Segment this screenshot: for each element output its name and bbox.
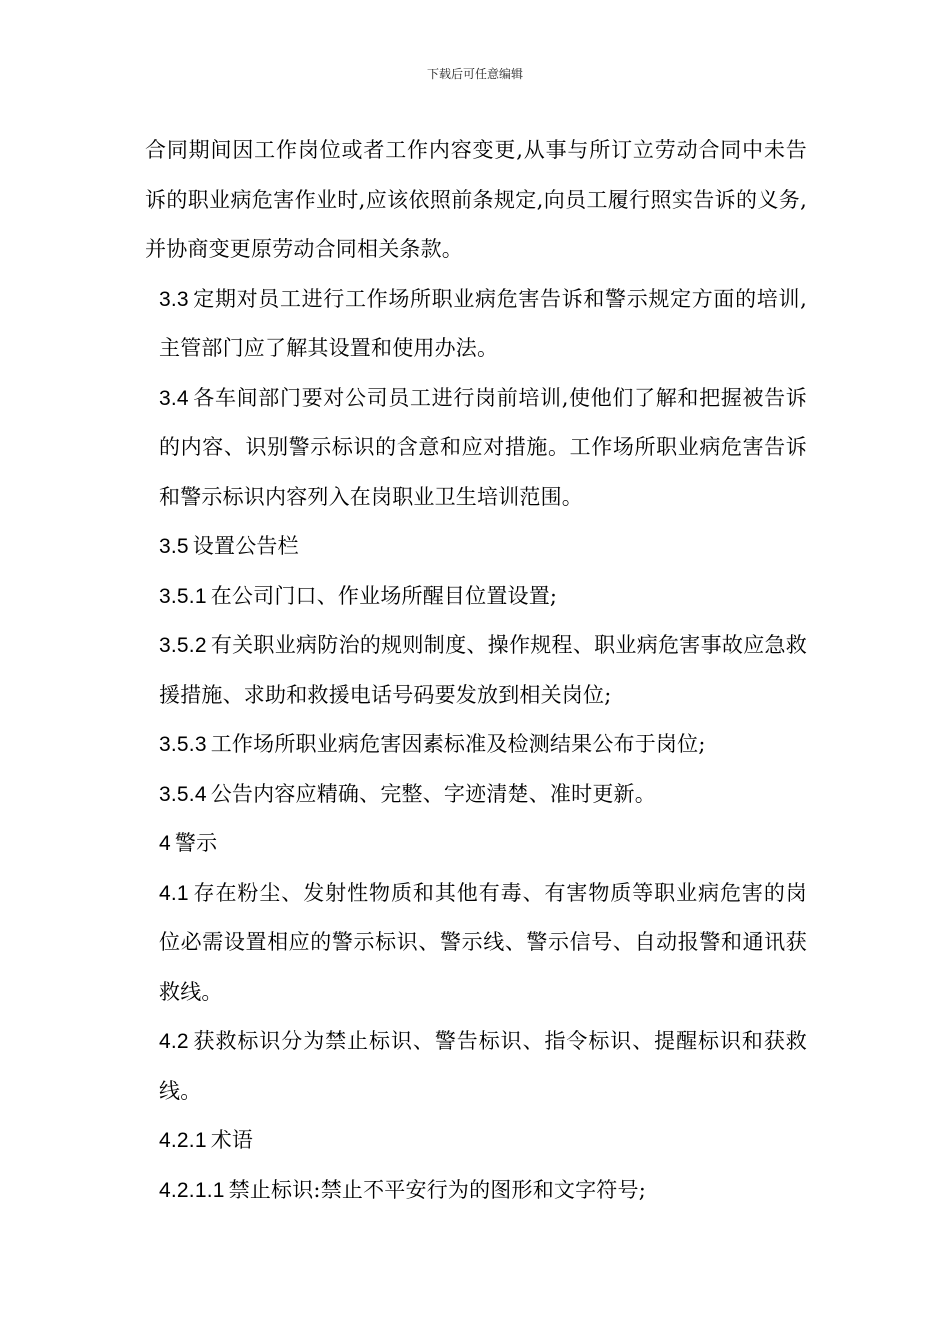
section-number: 3.5.4 (159, 782, 207, 806)
section-number: 3.3 (159, 287, 189, 311)
paragraph-3-4 (145, 374, 807, 523)
paragraph-text: 工作场所职业病危害因素标准及检测结果公布于岗位; (210, 732, 706, 756)
paragraph-3-3 (145, 275, 807, 374)
section-number: 3.5.3 (159, 733, 207, 756)
paragraph-3-5-2 (145, 621, 807, 720)
paragraph-3-5-4 (145, 770, 807, 820)
section-number: 3.5.2 (159, 634, 207, 657)
paragraph-text: 禁止标识:禁止不平安行为的图形和文字符号; (228, 1177, 646, 1202)
section-number: 3.4 (159, 386, 189, 410)
paragraph-3-5-1 (145, 572, 807, 622)
paragraph-text: 存在粉尘、发射性物质和其他有毒、有害物质等职业病危害的岗位必需设置相应的警示标识、警示线、警示信号、自动报警和通讯获救线。 (159, 880, 807, 1004)
paragraph-4 (145, 819, 807, 869)
section-number: 4.2 (159, 1030, 189, 1053)
paragraph-text: 合同期间因工作岗位或者工作内容变更,从事与所订立劳动合同中未告诉的职业病危害作业时,应该依照前条规定,向员工履行照实告诉的义务,并协商变更原劳动合同相关条款。 (145, 138, 807, 261)
paragraph-4-2 (145, 1017, 807, 1116)
paragraph-contract-change (145, 126, 807, 275)
paragraph-3-5 (145, 522, 807, 572)
section-number: 4.1 (159, 881, 189, 905)
section-number: 4.2.1 (159, 1129, 207, 1152)
paragraph-4-1 (145, 869, 807, 1018)
paragraph-text: 各车间部门要对公司员工进行岗前培训,使他们了解和把握被告诉的内容、识别警示标识的含意和应对措施。工作场所职业病危害告诉和警示标识内容列入在岗职业卫生培训范围。 (159, 385, 807, 509)
paragraph-text: 获救标识分为禁止标识、警告标识、指令标识、提醒标识和获救线。 (159, 1029, 807, 1103)
paragraph-text: 公告内容应精确、完整、字迹清楚、准时更新。 (210, 781, 656, 806)
paragraph-text: 设置公告栏 (192, 534, 299, 558)
paragraph-4-2-1-1 (145, 1166, 807, 1216)
paragraph-text: 警示 (174, 831, 218, 855)
paragraph-text: 有关职业病防治的规则制度、操作规程、职业病危害事故应急救援措施、求助和救援电话号码要发放到相关岗位; (159, 633, 807, 707)
section-number: 3.5.1 (159, 584, 207, 608)
section-number: 3.5 (159, 535, 189, 558)
paragraph-4-2-1 (145, 1116, 807, 1166)
section-number: 4.2.1.1 (159, 1178, 225, 1202)
document-body (145, 126, 807, 1215)
paragraph-text: 术语 (210, 1128, 254, 1152)
section-number: 4 (159, 832, 171, 855)
paragraph-text: 在公司门口、作业场所醒目位置设置; (210, 583, 558, 608)
paragraph-text: 定期对员工进行工作场所职业病危害告诉和警示规定方面的培训,主管部门应了解其设置和使用办法。 (159, 286, 807, 360)
paragraph-3-5-3 (145, 720, 807, 770)
page-header: 下载后可任意编辑 (426, 67, 523, 81)
